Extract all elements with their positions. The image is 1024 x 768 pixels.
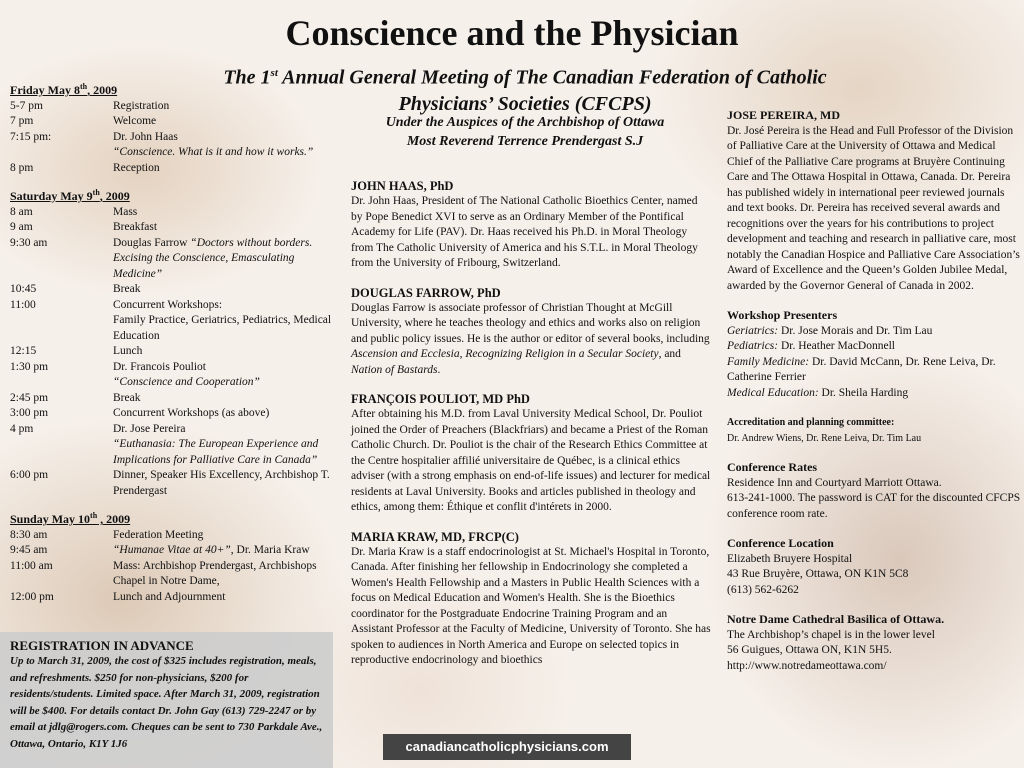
workshop-family-medicine: Family Medicine: Dr. David McCann, Dr. Rene Leiva, Dr. Catherine Ferrier [727,355,996,383]
schedule-row: 7:15 pm: Dr. John Haas “Conscience. What is it and how it works.” [10,130,314,158]
location-line: Elizabeth Bruyere Hospital [727,552,853,565]
day-heading-saturday: Saturday May 9th, 2009 [10,188,130,203]
location-line: (613) 562-6262 [727,583,799,596]
schedule-row: 8:30 am Federation Meeting [10,528,204,541]
schedule-row: 7 pm Welcome [10,115,157,127]
registration-body: Up to March 31, 2009, the cost of $325 includes registration, meals, and refreshments. $250 for non-physicians, $200 for residents/students. Limited space. After March 31, 2009, registration will be $400. For details contact Dr. John Gay (613) 729-2247 or by email at jdlg@rogers.com. Cheques can be sent to 730 Parkdale Ave., Ottawa, Ontario, K1Y 1J6 [10,655,323,750]
workshop-heading: Workshop Presenters [727,308,838,322]
day-heading-sunday: Sunday May 10th , 2009 [10,511,131,526]
cathedral-link[interactable]: http://www.notredameottawa.com/ [727,659,887,672]
schedule-row: 12:00 pm Lunch and Adjournment [10,590,226,603]
page-subtitle: The 1st Annual General Meeting of The Canadian Federation of Catholic Physicians’ Societies (CFCPS) [223,66,827,115]
page-title: Conscience and the Physician [285,13,739,53]
accreditation-heading: Accreditation and planning committee: [727,417,895,428]
cathedral-heading: Notre Dame Cathedral Basilica of Ottawa. [727,612,945,626]
schedule-row: 8 am Mass [10,205,138,218]
workshop-pediatrics: Pediatrics: Dr. Heather MacDonnell [727,340,895,352]
bio-pouliot: FRANÇOIS POULIOT, MD PhD After obtaining his M.D. from Laval University Medical School, Dr. Pouliot joined the Order of Preachers (Blackfriars) and became a Priest of the Roman Catholic Church. Dr. Pouliot is the chair of the Research Ethics Committee at the Centre hospitalier affilié universitaire de Québec, is a clinical ethics adviser (with a strong emphasis on end-of-life issues) and lecturer for medical residents at Laval University. Books and articles published in theology and ethics, among them: Éthique et conflit d'intérets in 2000. [351,392,711,513]
schedule-row: 9:45 am “Humanae Vitae at 40+”, Dr. Maria Kraw [10,544,310,556]
auspices: Under the Auspices of the Archbishop of Ottawa Most Reverend Terrence Prendergast S.J [385,115,665,149]
speaker-bios [351,179,711,683]
bio-kraw: MARIA KRAW, MD, FRCP(C) Dr. Maria Kraw is a staff endocrinologist at St. Michael's Hospital in Toronto, Canada. After finishing her fellowship in Endocrinology she completed a Women's Health Fellowship and a Masters in Public Health Sciences with a focus on Medical Education and Women's Health. She is the Bioethics coordinator for the Postgraduate Endocrine Training Program and an Assistant Professor at the Faculty of Medicine, University of Toronto. She has spoken to audiences in North America and Europe on selected topics in reproductive endocrinology and bioethics [351,529,711,666]
schedule-row: 6:00 pm Dinner, Speaker His Excellency, Archbishop T. Prendergast [10,469,330,497]
rates-line: Residence Inn and Courtyard Marriott Ottawa. [727,476,942,489]
rates-line: 613-241-1000. The password is CAT for the discounted CFCPS conference room rate. [727,492,1021,520]
right-column [727,108,1023,674]
location-line: 43 Rue Bruyère, Ottawa, ON K1N 5C8 [727,568,909,580]
schedule-row: 10:45 Break [10,283,141,295]
schedule-row: 5-7 pm Registration [10,99,170,112]
registration-box [0,632,333,768]
schedule-row: 2:45 pm Break [10,391,141,404]
day-heading-friday: Friday May 8th, 2009 [10,82,118,97]
cathedral-line: 56 Guigues, Ottawa ON, K1N 5H5. [727,644,892,656]
schedule-row: 4 pm Dr. Jose Pereira “Euthanasia: The European Experience and Implications for Palliative Care in Canada” [10,422,319,466]
workshop-medical-education: Medical Education: Dr. Sheila Harding [727,386,909,399]
workshop-geriatrics: Geriatrics: Dr. Jose Morais and Dr. Tim Lau [727,324,933,337]
bio-pereira-text: Dr. José Pereira is the Head and Full Professor of the Division of Palliative Care at the University of Ottawa and Medical Chief of the Palliative Care programs at Bruyère Continuing Care and The Ottawa Hospital in Ottawa, Canada. Dr. Pereira has published widely in international peer reviewed journals and text books. Dr. Pereira has received several awards and recognitions over the years for his contributions to project development and teaching and research in palliative care, most notably the Canadian Hospice and Palliative Care Association’s Award of Excellence and the Queen’s Golden Jubilee Medal, awarded by the Governor General of Canada in 2002. [727,124,1020,292]
bio-farrow: DOUGLAS FARROW, PhD Douglas Farrow is associate professor of Christian Thought at McGill University, where he teaches theology and ethics and works also on religion and public policy issues. He is the author or editor of several books, including Ascension and Ecclesia, Recognizing Religion in a Secular Society, and Nation of Bastards. [351,285,710,376]
location-heading: Conference Location [727,536,834,550]
schedule-row: 11:00 Concurrent Workshops: Family Practice, Geriatrics, Pediatrics, Medical Education [10,298,332,342]
bio-haas: JOHN HAAS, PhD Dr. John Haas, President of The National Catholic Bioethics Center, named by Pope Benedict XVI to serve as an Ordinary Member of the Pontifical Academy for Life (PAV). Dr. Haas received his Ph.D. in Moral Theology from The Catholic University of America and his S.T.L. in Moral Theology from the University of Fribourg, Switzerland. [351,179,698,269]
schedule [10,79,340,605]
cathedral-line: The Archbishop’s chapel is in the lower level [727,628,935,641]
schedule-row: 8 pm Reception [10,161,160,174]
schedule-row: 3:00 pm Concurrent Workshops (as above) [10,407,270,419]
bio-pereira-name: JOSE PEREIRA, MD [727,108,841,122]
schedule-row: 1:30 pm Dr. Francois Pouliot “Conscience and Cooperation” [10,360,260,388]
schedule-row: 11:00 am Mass: Archbishop Prendergast, Archbishops Chapel in Notre Dame, [10,559,317,587]
schedule-row: 9:30 am Douglas Farrow “Doctors without borders. Excising the Conscience, Emasculating Medicine” [10,236,313,280]
accreditation-names: Dr. Andrew Wiens, Dr. Rene Leiva, Dr. Tim Lau [727,432,922,444]
website-link[interactable]: canadiancatholicphysicians.com [383,734,631,760]
schedule-row: 12:15 Lunch [10,345,143,357]
registration-heading: REGISTRATION IN ADVANCE [10,638,194,653]
rates-heading: Conference Rates [727,460,818,474]
schedule-row: 9 am Breakfast [10,221,158,233]
